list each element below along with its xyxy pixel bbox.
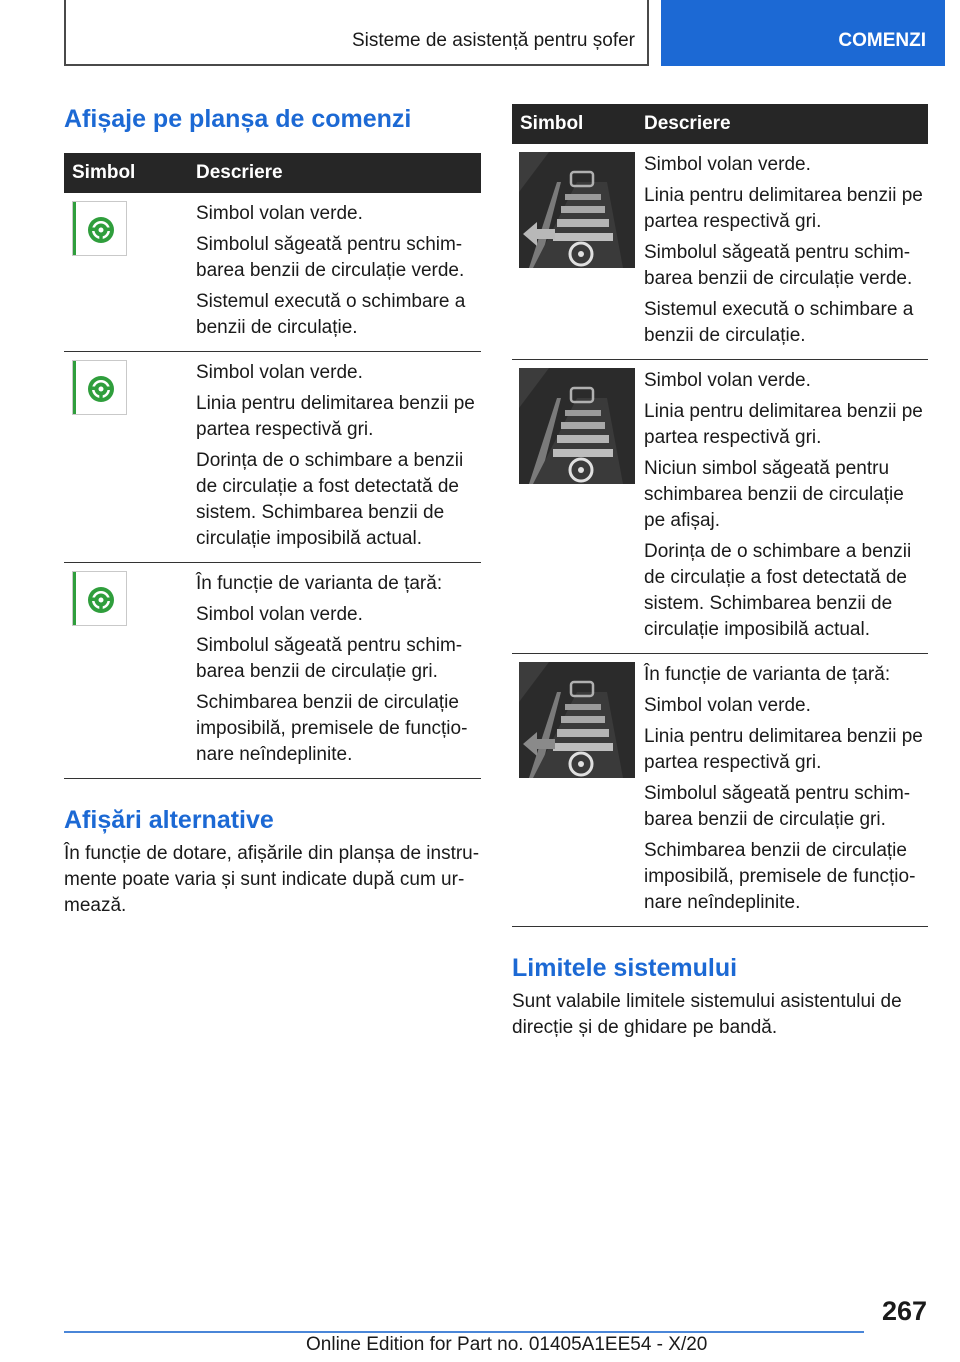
description-line: În funcție de varianta de țară: xyxy=(196,573,443,594)
description-line: Simbol volan verde. xyxy=(196,203,363,224)
description-line: Niciun simbol săgeată pentru schimbarea benzii de circulație pe afișaj. xyxy=(644,458,904,531)
steering-wheel-green-icon xyxy=(72,571,127,626)
table-row xyxy=(64,352,481,563)
limits-heading: Limitele sistemului xyxy=(512,954,738,982)
page-number: 267 xyxy=(881,1296,927,1326)
description-line: Schimbarea benzii de circulație imposibilă, premisele de funcțio-nare neîndeplinite. xyxy=(644,840,916,913)
right-column xyxy=(512,104,928,1041)
description-line: Simbolul săgeată pentru schim-barea benzii de circulație verde. xyxy=(196,234,465,281)
symbol-table-right xyxy=(512,104,928,927)
description-line: Dorința de o schimbare a benzii de circulație a fost detectată de sistem. Schimbarea benzii de circulație imposibilă actual. xyxy=(644,541,912,640)
description-line: Linia pentru delimitarea benzii pe partea respectivă gri. xyxy=(644,185,923,232)
col-header-symbol: Simbol xyxy=(64,153,188,193)
edition-footer: Online Edition for Part no. 01405A1EE54 - X/20 xyxy=(306,1334,708,1355)
steering-wheel-green-icon xyxy=(72,201,127,256)
description-line: Simbol volan verde. xyxy=(644,370,811,391)
description-line: Simbol volan verde. xyxy=(644,154,811,175)
description-line: Sistemul execută o schimbare a benzii de circulație. xyxy=(196,291,466,338)
chapter-header xyxy=(64,0,649,66)
section-heading: Afișaje pe planșa de comenzi xyxy=(64,105,412,133)
limits-paragraph: Sunt valabile limitele sistemului asistentului de direcție și de ghidare pe bandă. xyxy=(512,991,902,1038)
alt-heading: Afișări alternative xyxy=(64,806,274,834)
col-header-description: Descriere xyxy=(188,153,481,193)
description-line: Simbolul săgeată pentru schim-barea benzii de circulație gri. xyxy=(644,783,911,830)
footer-divider xyxy=(64,1331,864,1333)
chapter-title: Sisteme de asistență pentru șofer xyxy=(351,30,635,51)
description-line: Simbolul săgeată pentru schim-barea benzii de circulație gri. xyxy=(196,635,463,682)
table-row xyxy=(512,654,928,927)
description-line: Simbolul săgeată pentru schim-barea benzii de circulație verde. xyxy=(644,242,913,289)
lane-guidance-icon xyxy=(519,368,635,484)
description-line: Simbol volan verde. xyxy=(196,604,363,625)
description-line: Simbol volan verde. xyxy=(196,362,363,383)
symbol-table-left xyxy=(64,153,481,779)
table-row xyxy=(512,360,928,654)
description-line: Schimbarea benzii de circulație imposibilă, premisele de funcțio-nare neîndeplinite. xyxy=(196,692,468,765)
col-header-description: Descriere xyxy=(636,104,928,144)
section-tab-label: COMENZI xyxy=(838,30,926,51)
description-line: Linia pentru delimitarea benzii pe partea respectivă gri. xyxy=(644,726,923,773)
left-column xyxy=(64,104,481,919)
description-line: Simbol volan verde. xyxy=(644,695,811,716)
description-line: Sistemul execută o schimbare a benzii de circulație. xyxy=(644,299,914,346)
steering-wheel-green-icon xyxy=(72,360,127,415)
table-row xyxy=(64,193,481,352)
table-row xyxy=(512,144,928,360)
section-tab[interactable] xyxy=(661,0,945,66)
alt-paragraph: În funcție de dotare, afișările din planșa de instru-mente poate varia și sunt indicate după cum ur-mează. xyxy=(64,843,480,916)
lane-change-left-gray-icon xyxy=(519,662,635,778)
description-line: Linia pentru delimitarea benzii pe partea respectivă gri. xyxy=(196,393,475,440)
description-line: În funcție de varianta de țară: xyxy=(644,664,891,685)
description-line: Linia pentru delimitarea benzii pe partea respectivă gri. xyxy=(644,401,923,448)
lane-change-left-icon xyxy=(519,152,635,268)
table-row xyxy=(64,563,481,779)
col-header-symbol: Simbol xyxy=(512,104,636,144)
description-line: Dorința de o schimbare a benzii de circulație a fost detectată de sistem. Schimbarea benzii de circulație imposibilă actual. xyxy=(196,450,464,549)
